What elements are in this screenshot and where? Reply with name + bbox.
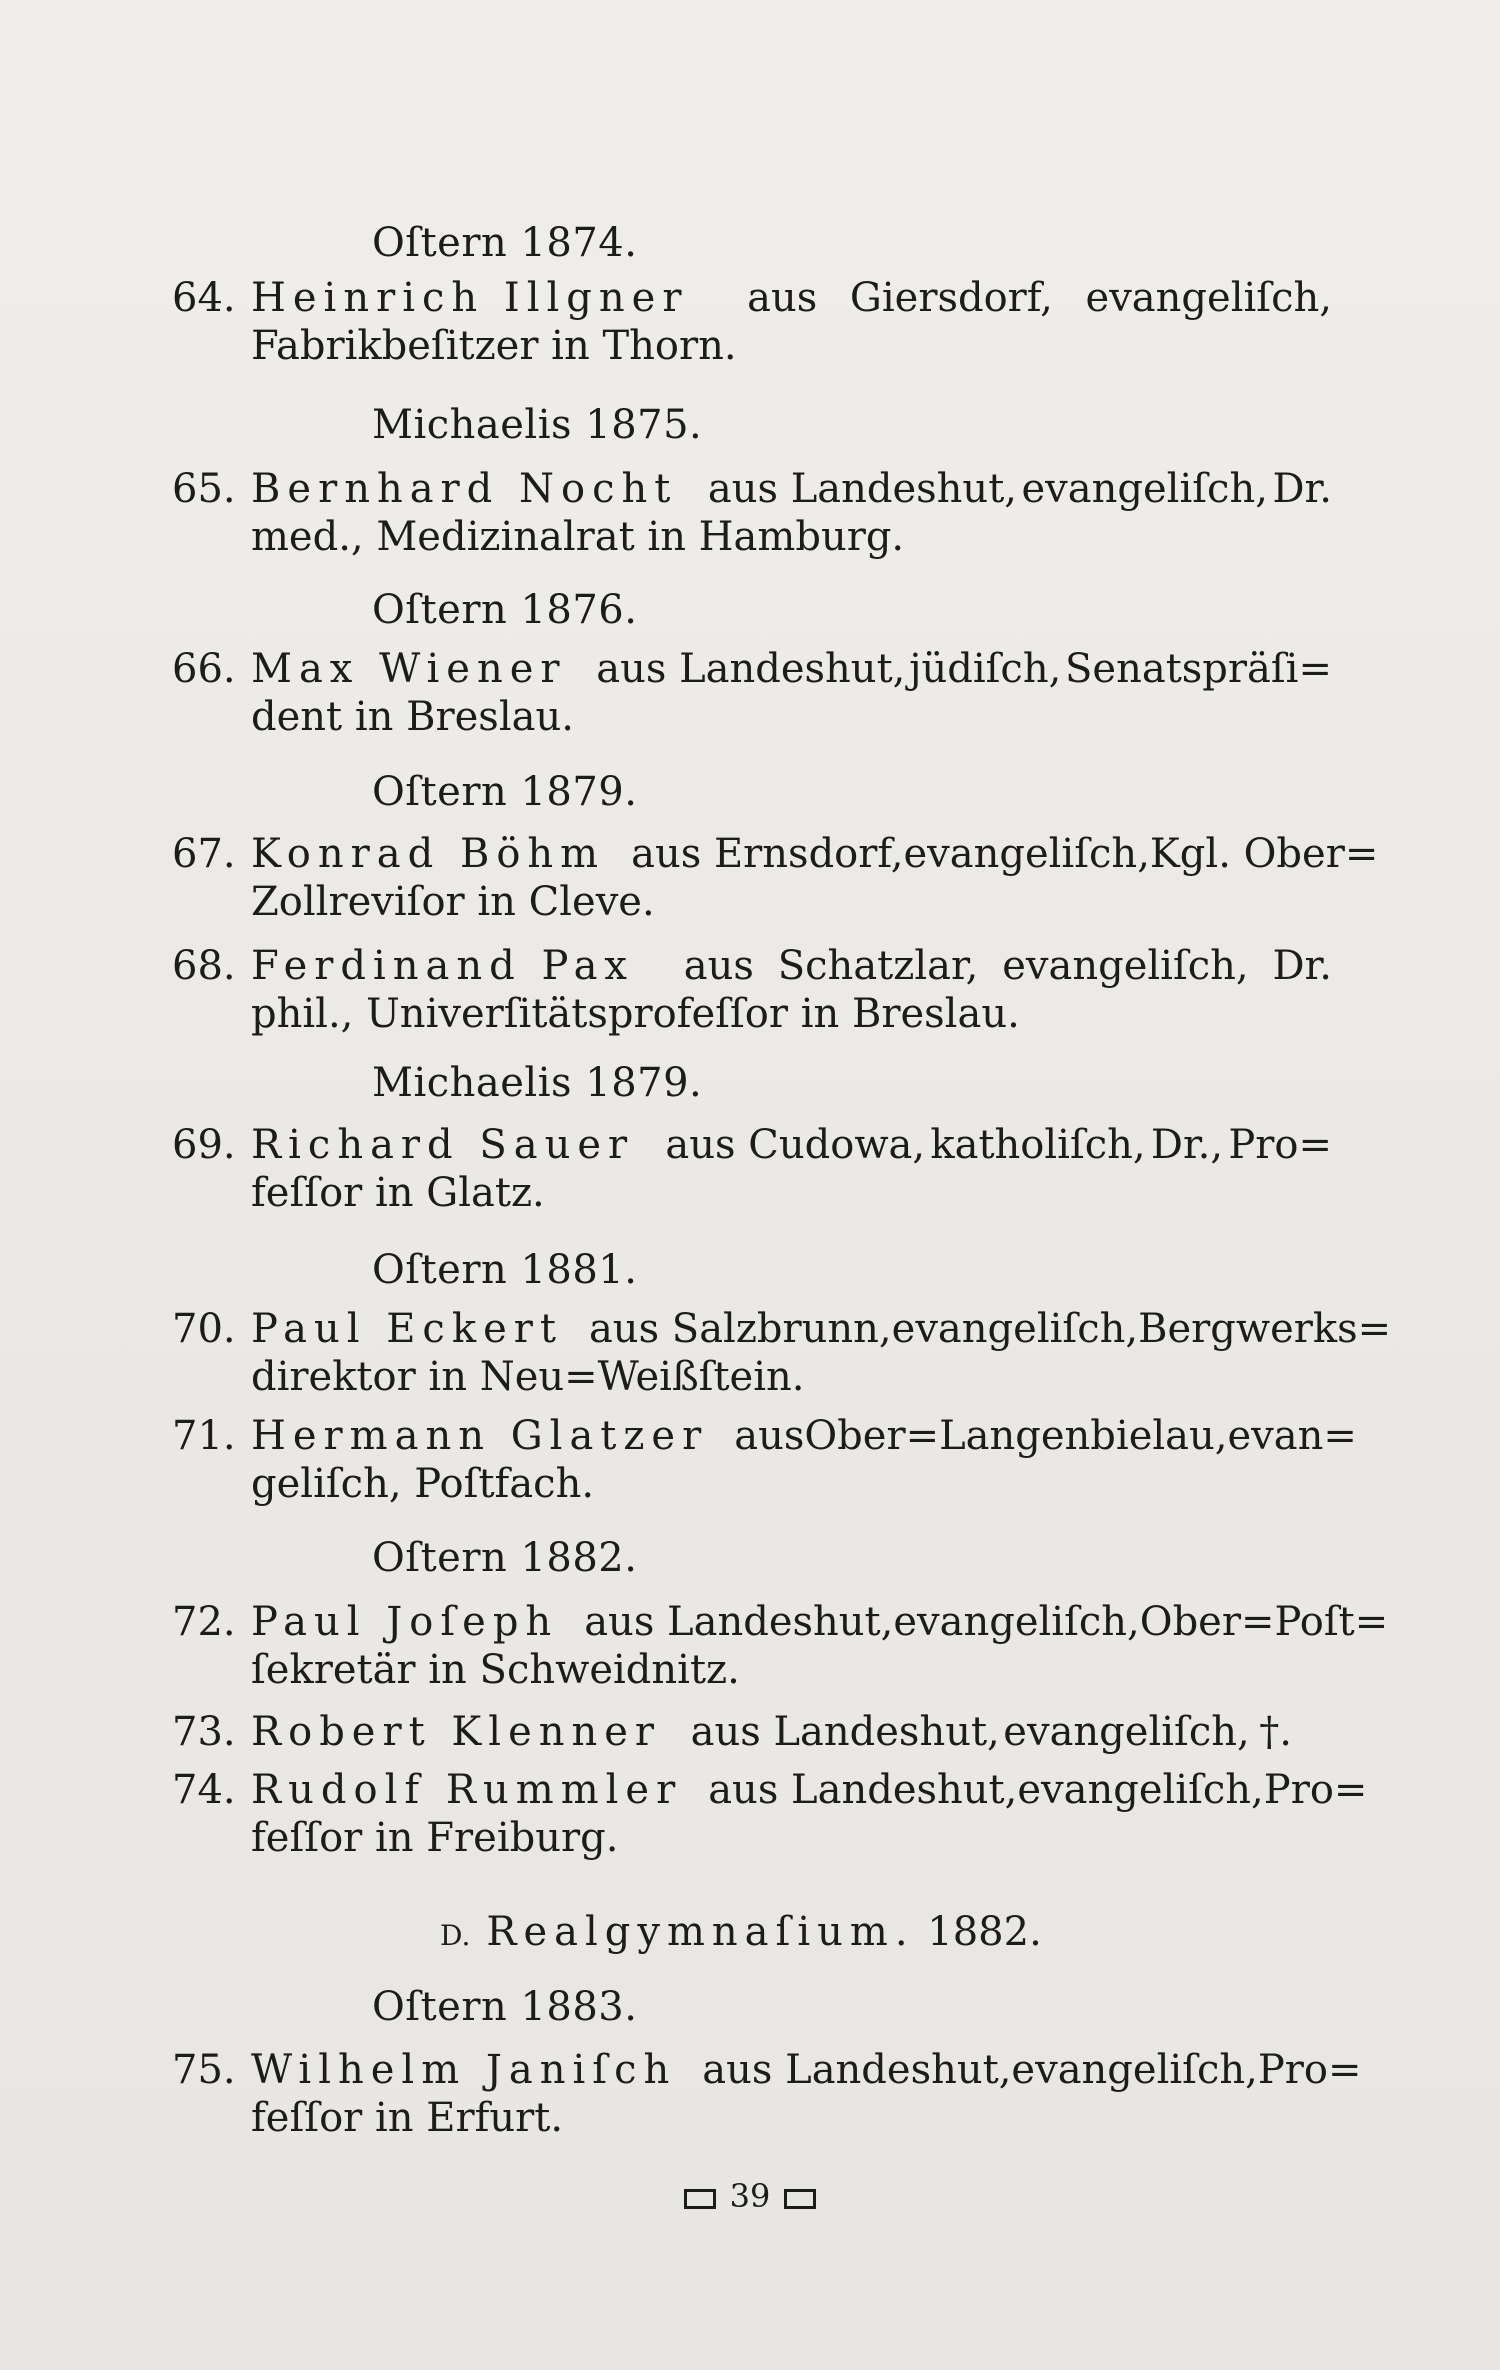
entry-continuation: Fabrikbeſitzer in Thorn. bbox=[251, 323, 737, 369]
entry-name: Konrad Böhm bbox=[251, 831, 606, 877]
entry-number: 75. bbox=[172, 2047, 236, 2093]
entry-text: evangeliſch, bbox=[1003, 1709, 1250, 1755]
box-ornament-icon bbox=[684, 2189, 716, 2209]
entry-number: 68. bbox=[172, 943, 236, 989]
entry-text: evangeliſch, bbox=[1002, 943, 1249, 989]
entry-text: Giersdorf, bbox=[849, 275, 1053, 321]
entry-text: aus Ernsdorf, bbox=[631, 831, 904, 877]
entry-name: Paul Joſeph bbox=[251, 1599, 559, 1645]
entry-text: †. bbox=[1259, 1709, 1292, 1755]
entry-text: aus Landeshut, bbox=[584, 1599, 894, 1645]
entry-continuation: Zollreviſor in Cleve. bbox=[251, 879, 655, 925]
entry-text: Kgl. Ober= bbox=[1149, 831, 1379, 877]
entry-text: evangeliſch, bbox=[893, 1599, 1140, 1645]
entry-number: 69. bbox=[172, 1122, 236, 1168]
entry-number: 73. bbox=[172, 1709, 236, 1755]
heading-ostern-1883: Oſtern 1883. bbox=[372, 1984, 638, 2030]
entry-text: aus Landeshut, bbox=[707, 466, 1017, 512]
entry-number: 65. bbox=[172, 466, 236, 512]
entry bbox=[172, 274, 1332, 370]
entry bbox=[172, 465, 1332, 561]
page-footer bbox=[0, 2176, 1500, 2216]
entry-text: Dr. bbox=[1272, 943, 1332, 989]
entry-text: jüdiſch, bbox=[909, 646, 1062, 692]
entry-text: aus bbox=[683, 943, 754, 989]
entry-text: evangeliſch, bbox=[1011, 2047, 1258, 2093]
entry-text: Pro= bbox=[1228, 1122, 1332, 1168]
entry-name: Heinrich Illgner bbox=[251, 275, 689, 321]
section-year: 1882. bbox=[927, 1909, 1042, 1955]
entry-text: evan= bbox=[1227, 1413, 1357, 1459]
entry-continuation: feſſor in Erfurt. bbox=[251, 2095, 564, 2141]
entry bbox=[172, 1305, 1392, 1401]
entry bbox=[172, 1598, 1389, 1694]
entry-text: aus bbox=[734, 1413, 805, 1459]
entry-continuation: phil., Univerſitätsprofeſſor in Breslau. bbox=[251, 991, 1020, 1037]
entry-text: aus Landeshut, bbox=[702, 2047, 1012, 2093]
entry-continuation: feſſor in Freiburg. bbox=[251, 1815, 619, 1861]
heading-ostern-1879: Oſtern 1879. bbox=[372, 769, 638, 815]
entry-text: aus Salzbrunn, bbox=[588, 1306, 892, 1352]
entry-continuation: feſſor in Glatz. bbox=[251, 1170, 545, 1216]
entry-text: aus Cudowa, bbox=[665, 1122, 926, 1168]
entry bbox=[172, 1121, 1332, 1217]
section-letter: D. bbox=[440, 1919, 471, 1952]
heading-ostern-1876: Oſtern 1876. bbox=[372, 587, 638, 633]
entry-number: 74. bbox=[172, 1767, 236, 1813]
entry-continuation: med., Medizinalrat in Hamburg. bbox=[251, 514, 905, 560]
heading-ostern-1882: Oſtern 1882. bbox=[372, 1535, 638, 1581]
heading-michaelis-1879: Michaelis 1879. bbox=[372, 1060, 703, 1106]
entry-text: aus bbox=[747, 275, 818, 321]
entry-number: 71. bbox=[172, 1413, 236, 1459]
section-heading bbox=[440, 1908, 1042, 1960]
entry-text: Pro= bbox=[1257, 2047, 1362, 2093]
entry-name: Bernhard Nocht bbox=[251, 466, 678, 512]
entry-number: 70. bbox=[172, 1306, 236, 1352]
entry bbox=[172, 2046, 1362, 2142]
entry bbox=[172, 830, 1379, 926]
entry-text: Senatspräſi= bbox=[1065, 646, 1332, 692]
entry-name: Hermann Glatzer bbox=[251, 1413, 709, 1459]
entry-text: evangeliſch, bbox=[1085, 275, 1332, 321]
entry-text: evangeliſch, bbox=[891, 1306, 1139, 1352]
entry-text: Schatzlar, bbox=[777, 943, 979, 989]
heading-ostern-1874: Oſtern 1874. bbox=[372, 220, 638, 266]
box-ornament-icon bbox=[784, 2189, 816, 2209]
entry bbox=[172, 645, 1332, 741]
entry-name: Ferdinand Pax bbox=[251, 943, 634, 989]
entry-text: evangeliſch, bbox=[903, 831, 1150, 877]
entry-text: Dr. bbox=[1272, 466, 1332, 512]
entry-text: Pro= bbox=[1263, 1767, 1368, 1813]
entry-text: aus Landeshut, bbox=[708, 1767, 1018, 1813]
entry bbox=[172, 1708, 1292, 1756]
entry-text: Ober=Langenbielau, bbox=[804, 1413, 1228, 1459]
entry-name: Richard Sauer bbox=[251, 1122, 635, 1168]
entry-name: Wilhelm Janiſch bbox=[251, 2047, 677, 2093]
entry-text: aus Landeshut, bbox=[596, 646, 906, 692]
entry-continuation: geliſch, Poſtfach. bbox=[251, 1461, 595, 1507]
entry-name: Robert Klenner bbox=[251, 1709, 662, 1755]
entry-text: aus Landeshut, bbox=[690, 1709, 1000, 1755]
entry-continuation: direktor in Neu=Weißſtein. bbox=[251, 1354, 805, 1400]
entry-continuation: dent in Breslau. bbox=[251, 694, 574, 740]
entry-name: Rudolf Rummler bbox=[251, 1767, 683, 1813]
entry-text: Ober=Poſt= bbox=[1139, 1599, 1389, 1645]
entry bbox=[172, 1766, 1368, 1862]
entry bbox=[172, 1412, 1357, 1508]
heading-michaelis-1875: Michaelis 1875. bbox=[372, 402, 703, 448]
entry-number: 64. bbox=[172, 275, 236, 321]
entry-text: Bergwerks= bbox=[1138, 1306, 1392, 1352]
entry-name: Paul Eckert bbox=[251, 1306, 563, 1352]
entry-name: Max Wiener bbox=[251, 646, 567, 692]
heading-ostern-1881: Oſtern 1881. bbox=[372, 1247, 638, 1293]
section-title: Realgymnaſium. bbox=[486, 1909, 915, 1955]
entry-text: evangeliſch, bbox=[1021, 466, 1268, 512]
page-number: 39 bbox=[729, 2177, 771, 2215]
entry-number: 72. bbox=[172, 1599, 236, 1645]
entry-text: katholiſch, bbox=[930, 1122, 1146, 1168]
entry-continuation: ſekretär in Schweidnitz. bbox=[251, 1647, 740, 1693]
entry-number: 67. bbox=[172, 831, 236, 877]
entry-text: Dr., bbox=[1150, 1122, 1224, 1168]
entry bbox=[172, 942, 1332, 1038]
entry-text: evangeliſch, bbox=[1017, 1767, 1264, 1813]
entry-number: 66. bbox=[172, 646, 236, 692]
